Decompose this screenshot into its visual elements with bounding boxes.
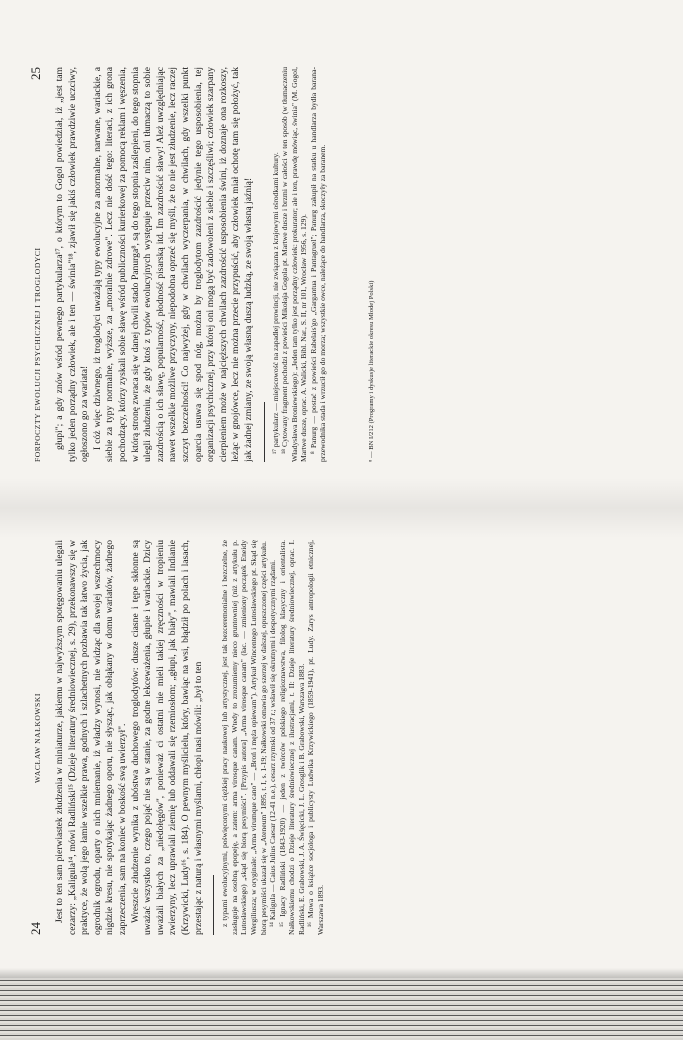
footnote: ¹⁴ Kaligula — Caius Julius Caesar (12-41 n.e.), cesarz rzymski od 37 r.; wsławił się okrutnymi i despotycznymi rządami.	[268, 559, 278, 927]
right-paragraph: I cóż więc dziwnego, iż troglodyci uważają typy ewolucyjne za anormalne, narwane, wariackie, a siebie za typy normalne, wyższe, za „moralnie zdrowe". Lecz nie dość tego: literaci, z ich grona pochodzący, którzy zyskali sobie sławę wśród publiczności kurierkowej za pomocą reklam i węszenia, w którą stronę zwraca się w danej chwili stado Panurga⁸, są do tego stopnia zaślepieni, do tego stopnia ulegli złudzeniu, że gdy ktoś z typów ewolucyjnych występuje przeciw nim, oni tłumaczą to sobie zazdrością o ich sławę, popularność, płodność pisarską itd. Im zazdrościć sławy! Ależ uwzględniając nawet wszelkie możliwe przyczyny, niepodobna oprzeć się myśli, że to nie jest złudzenie, lecz raczej szczyt bezczelności! Co najwyżej, gdy w chwilach wyczerpania, w chwilach, gdy wszelki punkt oparcia usuwa się spod nóg, można by troglodytom zazdrościć jedynie tego usposobienia, tej organizacji psychicznej, przy której oni mogą być zadowoleni z siebie i szczęśliwi; człowiek szarpany cierpieniem może w najcięższych chwilach zazdrościć usposobienia świni, iż doznaje ona rozkoszy, leżąc w gnojówce, lecz nie można przecie przypuścić, aby człowiek miał ochotę tam się położyć, tak jak żadnej zmiany, ze swoją własną duszą ludzką, ze swoją własną jaźnią!	[91, 67, 254, 462]
left-page	[28, 540, 618, 935]
left-running-head-title: WACŁAW NAŁKOWSKI	[33, 693, 42, 783]
footnote: ¹⁶ Mowa o książce socjologa i publicysty Ludwika Krzywickiego (1859-1941), pt. Ludy. Zarys antropologii etnicznej, Warszawa 1893.	[306, 540, 326, 935]
right-body-text	[54, 67, 256, 462]
left-running-head	[28, 540, 44, 935]
left-page-number: 24	[28, 922, 43, 935]
footnote: ⁸ Panurg — postać z powieści Rabelais'go „Gargantua i Pantagruel"; Panurg zakupił na statku u handlarza bydła barana-przewodnika stada i wrzucił go do morza; wszystkie owce, należące do handlarza, skoczyły za baranem.	[308, 67, 328, 462]
footnote: z typami ewolucyjnymi, poświęconymi ciężkiej pracy naukowej lub artystycznej, jest tak bezceremonialne i bezczelne, że zasługuje na osobną epopeję, a zatem: arma virosque canam. Wtedy to zrozumiemy nieco gruntowniej (niż z artykułu p. Lutosławskiego) „skąd się biorą pesymiści". [Przypis autora] „Arma virosque canam" (łac. — zmieniony początek Eneidy Wergiliusza; w oryginale: „Arma virumque cano" — „Broń i męża opiewam"). Artykuł Wincentego Lutosławskiego pt. Skąd się biorą pesymiści ukazał się w „Ateneum" 1895, t. I, s. 1-19; Nałkowski omawia go szerzej w dalszej, opuszczonej części artykułu.	[220, 540, 268, 935]
footnote: ¹⁷ partykularz — miejscowość na zapadłej prowincji, nie związana z krajowymi ośrodkami kultury.	[270, 152, 280, 454]
right-running-head-title: FORPOCZTY EWOLUCJI PSYCHICZNEJ I TROGLODYCI	[33, 247, 42, 462]
right-footnotes	[271, 67, 329, 462]
book-binding	[0, 978, 683, 1040]
right-page-number: 25	[28, 67, 43, 80]
right-paragraph: głupi"; a gdy znów wśród pewnego partykularza¹⁷, o którym to Gogol powiedział, iż „jest tam tylko jeden porządny człowiek, ale i ten — świnia"¹⁸, zjawił się jakiś człowiek prawdziwie uczciwy, ogłoszono go za wariata!	[54, 67, 91, 462]
footnote: ¹⁵ Ignacy Radliński (1843-1920) — jeden z twórców polskiego religioznawstwa, filolog klasyczny i orientalista. Nałkowskiemu chodzi o Dzieje literatury średniowiecznej z ilustracjami, t. II: Dzieje literatury średniowiecznej, oprac. I. Radliński, E. Grabowski, J. A. Święcicki, J. L. Grosglik i B. Grabowski, Warszawa 1883.	[277, 540, 306, 935]
left-body-text	[54, 540, 205, 935]
source-note: ⁸ — BN I/212 (Programy i dyskusje literackie okresu Młodej Polski)	[368, 280, 376, 462]
footnote-rule	[213, 875, 214, 935]
right-page	[28, 67, 618, 462]
right-running-head	[28, 67, 44, 462]
footnote-rule	[264, 402, 265, 462]
left-paragraph: Jest to ten sam pierwiastek złudzenia w miniaturze, jakiemu w najwyższym spotęgowaniu ulegali cezarzy: „Kaligula¹⁴, mówi Radliński¹⁵ (Dzieje literatury średniowiecznej, s. 29), przekonawszy się w praktyce, że wolą jego łamie wszelkie prawa, godnych i szlachetnych pozbawia tak łatwo życia, jak ogrodnik ogrodu, oparty o nich mniemanie, iż władzy wynosi, nie widząc dla swojej wszechmocy nigdzie kresu, nie spotykając żadnego oporu, nie słysząc, jak obłąkany w domu wariatów, żadnego zaprzeczenia, sam na koniec w boskość swą uwierzył".	[54, 540, 128, 935]
footnote: ¹⁸ Cytowany fragment pochodzi z powieści Mikołaja Gogola pt. Martwe dusze i brzmi w całości w ten sposób (w tłumaczeniu Władysława Broniewskiego): „Jeden tam tylko jest porządny człowiek: prokurator; ale i ten, prawdę mówiąc, świnia" (M. Gogol, Martwe dusze, oprac. A. Walicki, Bibl. Nar., S. II, nr 101, Wrocław 1956, s. 129).	[280, 67, 309, 462]
left-paragraph: Wreszcie złudzenie wynika z ubóstwa duchowego troglodytów: dusze ciasne i tępe skłonne są uważać wszystko to, czego pojąć nie są w stanie, za godne lekceważenia, głupie i wariackie. Dzicy uważali białych za „niedołęgów", ponieważ ci ostatni nie mieli takiej zręczności w tropieniu zwierzyny, lecz uprawiali ziemię lub oddawali się rzemiosłom; „głupi, jak biały", mawiali Indianie (Krzywicki, Ludy¹⁶, s. 184). O pewnym myślicielu, który, bawiąc na wsi, błądził po polach i lasach, przestając z naturą i własnymi myślami, chłopi nasi mówili: „był to ten	[129, 540, 204, 935]
left-footnotes	[220, 540, 326, 935]
page-gutter	[0, 478, 683, 538]
